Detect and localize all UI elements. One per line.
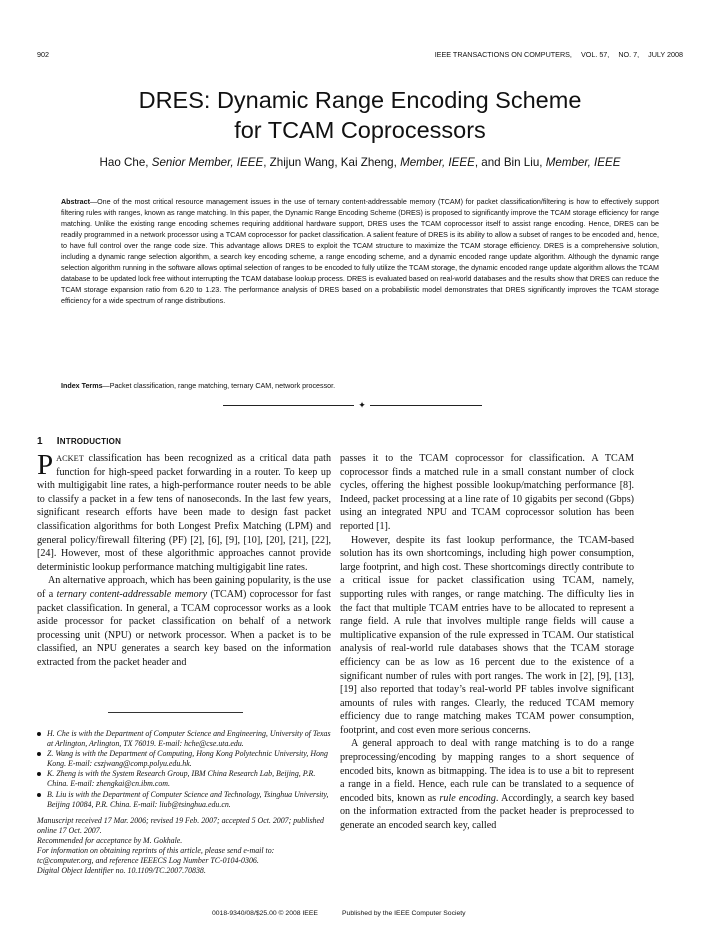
journal-info — [435, 50, 683, 59]
left-column — [37, 449, 332, 670]
separator-right — [370, 405, 482, 406]
author-list — [0, 156, 720, 169]
drop-cap-smallcaps: ACKET — [56, 454, 84, 463]
journal-issue: NO. 7, — [618, 50, 640, 59]
index-terms-label: Index Terms — [61, 382, 103, 390]
abstract — [61, 197, 659, 307]
manuscript-doi: Digital Object Identifier no. 10.1109/TC.2007.70838. — [37, 866, 206, 876]
manuscript-recommended: Recommended for acceptance by M. Gokhale. — [37, 835, 183, 845]
bullet-icon — [37, 793, 41, 797]
affiliation-item — [37, 769, 331, 789]
abstract-label: Abstract — [61, 198, 90, 206]
affiliation-list — [37, 729, 331, 810]
journal-name: IEEE TRANSACTIONS ON COMPUTERS, — [434, 50, 572, 59]
author-4-role: Member, IEEE — [545, 156, 621, 169]
affiliation-item — [37, 790, 331, 810]
author-3-role: Member, IEEE — [400, 156, 475, 169]
author-1: Hao Che, — [99, 156, 152, 169]
diamond-icon: ✦ — [358, 400, 366, 410]
right-paragraph-2: However, despite its fast lookup performance, the TCAM-based solution has its own shortcomings, including high power consumption, large footprint, and high cost. These shortcomings directly contribute to a critical issue for packet classification using TCAM, namely, supporting rules with ranges, or range matching. The difficulty lies in the fact that multiple TCAM entries have to be allocated to represent a range field. A rule that involves multiple range fields will cause a multiplicative expansion of the rule expressed in TCAM. Our statistical analysis of real-world rule databases shows that the TCAM storage efficiency can be as low as 16 percent due to the existence of a significant number of rules with port ranges. The work in [2], [9], [13], [19] also reported that today’s real-world PF tables involve significant amounts of rules with ranges. Clearly, the reduced TCAM memory efficiency due to range matching makes TCAM power consumption, footprint, and cost even more serious concerns. — [340, 534, 634, 736]
publisher-notice: Published by the IEEE Computer Society — [342, 910, 466, 917]
affiliation-item — [37, 749, 331, 769]
author-1-role: Senior Member, IEEE — [151, 156, 264, 169]
abstract-text: —One of the most critical resource management issues in the use of ternary content-addressable memory (TCAM) for packet classification/filtering is how to effectively support filtering rules with ranges, known as range matching. In this paper, the Dynamic Range Encoding Scheme (DRES) is proposed to significantly improve the TCAM storage efficiency for range matching. Unlike the existing range encoding schemes requiring additional hardware support, DRES uses the TCAM coprocessor itself to assist range encoding. Hence, DRES can be readily programmed in a network processor using a TCAM coprocessor for packet classification. A salient feature of DRES is its ability to allow a subset of ranges to be encoded and, hence, to have full control over the range code size. This advantage allows DRES to exploit the TCAM structure to maximize the TCAM storage efficiency. DRES is a comprehensive solution, including a dynamic range selection algorithm, a search key encoding scheme, a range encoding scheme, and a dynamic encoded range update algorithm. Although the dynamic range selection algorithm running in the software allows optimal selection of ranges to be encoded to fully utilize the TCAM storage, the dynamic encoded range update algorithm allows the TCAM database to be updated lock free without interrupting the TCAM database lookup process. DRES is evaluated based on real-world databases and the results show that DRES can reduce the TCAM storage expansion ratio from 6.20 to 1.23. The performance analysis of DRES based on a probabilistic model demonstrates that DRES significantly improves the TCAM storage efficiency for a wide spectrum of range distributions. — [61, 198, 659, 305]
section-number: 1 — [37, 436, 43, 447]
manuscript-reprints: For information on obtaining reprints of this article, please send e-mail to: tc@computer.org, and reference IEEECS Log Number TC-0104-0306. — [37, 846, 275, 866]
title-line-1: DRES: Dynamic Range Encoding Scheme — [138, 87, 582, 113]
author-2-3: , Zhijun Wang, Kai Zheng, — [263, 156, 401, 169]
left-paragraph-1-text: classification has been recognized as a critical data path function for high-speed packet forwarding in a router. To keep up with multigigabit line rates, a high-performance router needs to be able to classify a packet in a few tens of nanoseconds. In the last few years, significant research efforts have been made to design fast packet classification algorithms for both Longest Prefix Matching (LPM) and general policy/firewall filtering (PF) [2], [6], [9], [10], [20], [21], [22], [24]. However, most of these algorithmic approaches cannot provide deterministic lookup performance matching multigigabit line rates. — [37, 453, 331, 573]
left-paragraph-1 — [37, 449, 331, 574]
right-paragraph-3-text-b: . Accordingly, a search key based on the information extracted from the packet header is preprocessed to generate an encoded search key, called — [340, 792, 634, 832]
author-4: , and Bin Liu, — [474, 156, 546, 169]
affiliation-text: H. Che is with the Department of Computer Science and Engineering, University of Texas at Arlington, Arlington, TX 76019. E-mail: hche@cse.uta.edu. — [47, 729, 331, 749]
manuscript-info — [37, 816, 331, 877]
manuscript-received: Manuscript received 17 Mar. 2006; revised 19 Feb. 2007; accepted 5 Oct. 2007; published online 17 Oct. 2007. — [37, 815, 324, 835]
footnote-rule — [108, 712, 243, 713]
left-paragraph-2-text-b: (TCAM) coprocessor for fast packet classification. In general, a TCAM coprocessor works as a look aside processor for packet classification on behalf of a network processing unit (NPU) or network processor. When a packet is to be classified, an NPU generates a search key based on the information extracted from the packet header and — [37, 588, 332, 668]
affiliation-text: Z. Wang is with the Department of Computing, Hong Kong Polytechnic University, Hong Kong. E-mail: cszjwang@comp.polyu.edu.hk. — [47, 749, 328, 769]
affiliation-text: B. Liu is with the Department of Computer Science and Technology, Tsinghua University, Beijing 10084, P.R. China. E-mail: liub@tsinghua.edu.cn. — [47, 789, 329, 809]
bullet-icon — [37, 732, 41, 736]
title-line-2: for TCAM Coprocessors — [234, 117, 486, 143]
index-terms-text: —Packet classification, range matching, ternary CAM, network processor. — [102, 382, 336, 390]
right-paragraph-3-text-a: A general approach to deal with range matching is to do a range preprocessing/encoding by mapping ranges to a short sequence of encoded bits, known as bitmapping. The idea is to use a bit to represent a range in a field. Hence, each rule can be translated to a sequence of encoded bits, known as — [340, 738, 634, 804]
section-title-first: I — [56, 436, 60, 447]
right-column — [340, 452, 634, 833]
affiliation-item — [37, 729, 331, 749]
affiliation-text: K. Zheng is with the System Research Group, IBM China Research Lab, Beijing, P.R. China. E-mail: zhengkai@cn.ibm.com. — [47, 769, 316, 789]
copyright-notice: 0018-9340/08/$25.00 © 2008 IEEE — [212, 910, 318, 917]
left-paragraph-2-text-a: An alternative approach, which has been gaining popularity, is the use of a — [37, 575, 332, 600]
paper-title — [0, 85, 720, 145]
footnotes — [37, 729, 331, 876]
running-header — [37, 50, 683, 59]
bullet-icon — [37, 752, 41, 756]
right-paragraph-1: passes it to the TCAM coprocessor for classification. A TCAM coprocessor finds a matched rule in a small constant number of clock cycles, offering the highest possible lookup/matching performance [8]. Indeed, packet processing at a line rate of 10 gigabits per second (Gbps) using an integrated NPU and TCAM coprocessor solution has been reported [1]. — [340, 453, 634, 532]
right-paragraph-3 — [340, 737, 634, 832]
section-heading — [37, 436, 121, 447]
section-title-rest: NTRODUCTION — [59, 437, 122, 446]
left-paragraph-2-emphasis: ternary content-addressable memory — [56, 588, 208, 600]
separator-left — [223, 405, 354, 406]
index-terms — [61, 382, 659, 390]
page-number: 902 — [37, 50, 49, 59]
bullet-icon — [37, 772, 41, 776]
journal-volume: VOL. 57, — [580, 50, 610, 59]
right-paragraph-3-emphasis: rule encoding — [439, 792, 496, 804]
journal-date: JULY 2008 — [648, 50, 683, 59]
left-paragraph-2 — [37, 574, 331, 669]
drop-cap: P — [37, 449, 54, 481]
